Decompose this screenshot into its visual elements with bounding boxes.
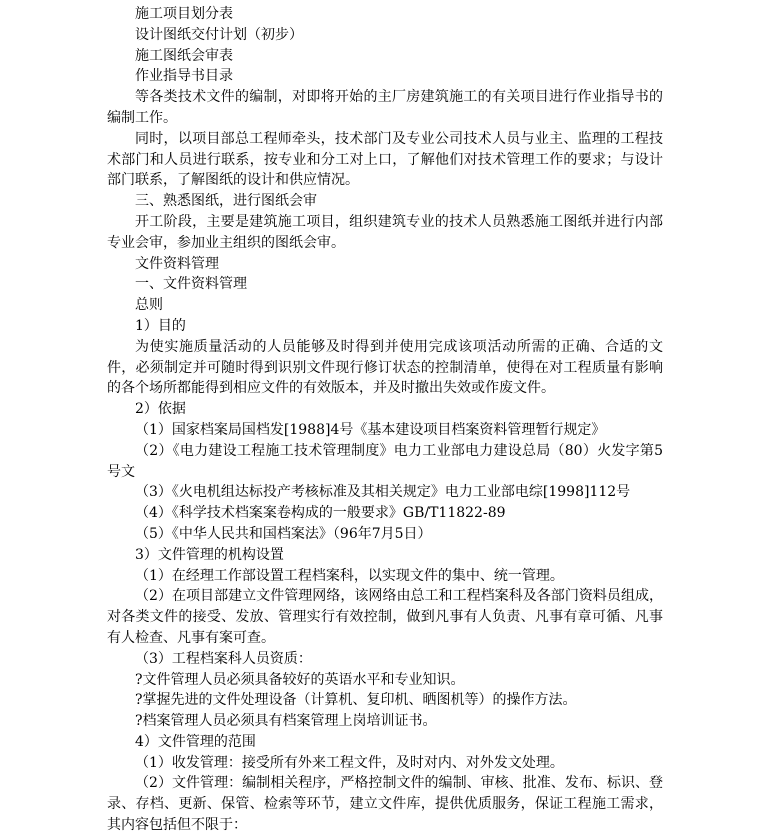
section-heading: 一、文件资料管理 (135, 276, 247, 293)
list-item: （3）《火电机组达标投产考核标准及其相关规定》电力工业部电综[1998]112号 (135, 484, 631, 501)
list-item: （1）在经理工作部设置工程档案科，以实现文件的集中、统一管理。 (135, 567, 564, 584)
list-item: （4）《科学技术档案案卷构成的一般要求》GB/T11822-89 (135, 505, 506, 522)
document-body (107, 4, 663, 836)
list-item: （3）工程档案科人员资质： (135, 650, 312, 667)
list-item: （1）收发管理：接受所有外来工程文件，及时对内、对外发文处理。 (135, 754, 564, 771)
section-heading: 2）依据 (135, 401, 186, 418)
section-heading: 1）目的 (135, 317, 186, 334)
list-item: ?档案管理人员必须具有档案管理上岗培训证书。 (135, 713, 437, 730)
paragraph: 为使实施质量活动的人员能够及时得到并使用完成该项活动所需的正确、合适的文件，必须制定并可随时得到识别文件现行修订状态的控制清单，使得在对工程质量有影响的各个场所都能得到相应文件的有效版本，并及时撤出失效或作废文件。 (107, 338, 663, 397)
list-item: （2）在项目部建立文件管理网络，该网络由总工和工程档案科及各部门资料员组成，对各类文件的接受、发放、管理实行有效控制，做到凡事有人负责、凡事有章可循、凡事有人检查、凡事有案可查。 (107, 588, 663, 646)
paragraph: 施工图纸会审表 (135, 47, 233, 64)
paragraph: 等各类技术文件的编制，对即将开始的主厂房建筑施工的有关项目进行作业指导书的编制工作。 (107, 89, 663, 126)
section-heading: 三、熟悉图纸，进行图纸会审 (135, 193, 317, 210)
section-heading: 4）文件管理的范围 (135, 733, 256, 750)
section-heading: 文件资料管理 (135, 255, 219, 272)
list-item: （1）国家档案局国档发[1988]4号《基本建设项目档案资料管理暂行规定》 (135, 421, 606, 438)
list-item: （2）《电力建设工程施工技术管理制度》电力工业部电力建设总局（80）火发字第5号文 (107, 442, 663, 480)
paragraph: 同时，以项目部总工程师牵头，技术部门及专业公司技术人员与业主、监理的工程技术部门和人员进行联系，按专业和分工对上口，了解他们对技术管理工作的要求；与设计部门联系，了解图纸的设计和供应情况。 (107, 130, 663, 189)
paragraph: 施工项目划分表 (135, 6, 233, 22)
list-item: ?掌握先进的文件处理设备（计算机、复印机、晒图机等）的操作方法。 (135, 692, 577, 709)
paragraph: 设计图纸交付计划（初步） (135, 26, 303, 43)
list-item: （5）《中华人民共和国档案法》（96年7月5日） (135, 525, 432, 542)
paragraph: 开工阶段，主要是建筑施工项目，组织建筑专业的技术人员熟悉施工图纸并进行内部专业会审，参加业主组织的图纸会审。 (107, 213, 663, 251)
section-heading: 总则 (135, 297, 163, 314)
paragraph: 作业指导书目录 (135, 68, 233, 85)
list-item: （2）文件管理：编制相关程序，严格控制文件的编制、审核、批准、发布、标识、登录、存档、更新、保管、检索等环节，建立文件库，提供优质服务，保证工程施工需求，其内容包括但不限于： (107, 775, 663, 834)
section-heading: 3）文件管理的机构设置 (135, 546, 284, 563)
list-item: ?文件管理人员必须具备较好的英语水平和专业知识。 (135, 671, 465, 688)
